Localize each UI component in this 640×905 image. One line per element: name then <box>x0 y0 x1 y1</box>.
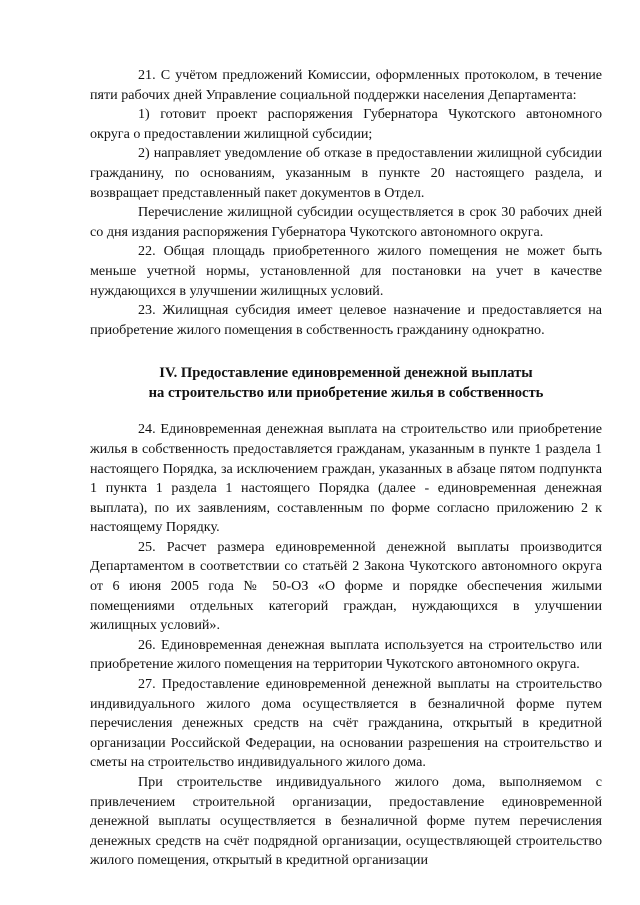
paragraph-23: 23. Жилищная субсидия имеет целевое назначение и предоставляется на приобретение жилого помещения в собственность гражданину однократно. <box>90 302 602 338</box>
paragraph-22: 22. Общая площадь приобретенного жилого помещения не может быть меньше учетной нормы, установленной для постановки на учет в качестве нуждающихся в улучшении жилищных условий. <box>90 243 602 299</box>
paragraph-27: 27. Предоставление единовременной денежной выплаты на строительство индивидуального жилого дома осуществляется в безналичной форме путем перечисления денежных средств на счёт гражданина, открытый в кредитной организации Российской Федерации, на основании разрешения на строительство и сметы на строительство индивидуального жилого дома. <box>90 676 602 771</box>
paragraph-21-item-1: 1) готовит проект распоряжения Губернатора Чукотского автономного округа о предоставлении жилищной субсидии; <box>90 106 602 142</box>
paragraph-21: 21. С учётом предложений Комиссии, оформленных протоколом, в течение пяти рабочих дней Управление социальной поддержки населения Департамента: <box>90 67 602 103</box>
section-heading-line-1: IV. Предоставление единовременной денежной выплаты <box>159 365 533 382</box>
section-heading <box>90 363 602 403</box>
paragraph-26: 26. Единовременная денежная выплата используется на строительство или приобретение жилого помещения на территории Чукотского автономного округа. <box>90 636 602 673</box>
paragraph-21-item-2: 2) направляет уведомление об отказе в предоставлении жилищной субсидии гражданину, по основаниям, указанным в пункте 20 настоящего раздела, и возвращает представленный пакет документов в Отдел. <box>90 145 602 201</box>
paragraph-24: 24. Единовременная денежная выплата на строительство или приобретение жилья в собственность предоставляется гражданам, указанным в пункте 1 раздела 1 настоящего Порядка, за исключением граждан, указанных в абзаце пятом подпункта 1 пункта 1 раздела 1 настоящего Порядка (далее - единовременная денежная выплата), по их заявлениям, составленным по форме согласно приложению 2 к настоящему Порядку. <box>90 421 602 536</box>
paragraph-transfer-term: Перечисление жилищной субсидии осуществляется в срок 30 рабочих дней со дня издания распоряжения Губернатора Чукотского автономного округа. <box>90 204 602 240</box>
section-heading-line-2: на строительство или приобретение жилья в собственность <box>148 385 544 402</box>
document-body <box>90 66 602 871</box>
paragraph-25: 25. Расчет размера единовременной денежной выплаты производится Департаментом в соответствии со статьёй 2 Закона Чукотского автономного округа от 6 июня 2005 года № 50-ОЗ «О форме и порядке обеспечения жилыми помещениями отдельных категорий граждан, нуждающихся в улучшении жилищных условий». <box>90 538 602 634</box>
paragraph-27-construction-org: При строительстве индивидуального жилого дома, выполняемом с привлечением строительной организации, предоставление единовременной денежной выплаты осуществляется в безналичной форме путем перечисления денежных средств на счёт подрядной организации, осуществляющей строительство жилого помещения, открытый в кредитной организации <box>90 774 602 869</box>
